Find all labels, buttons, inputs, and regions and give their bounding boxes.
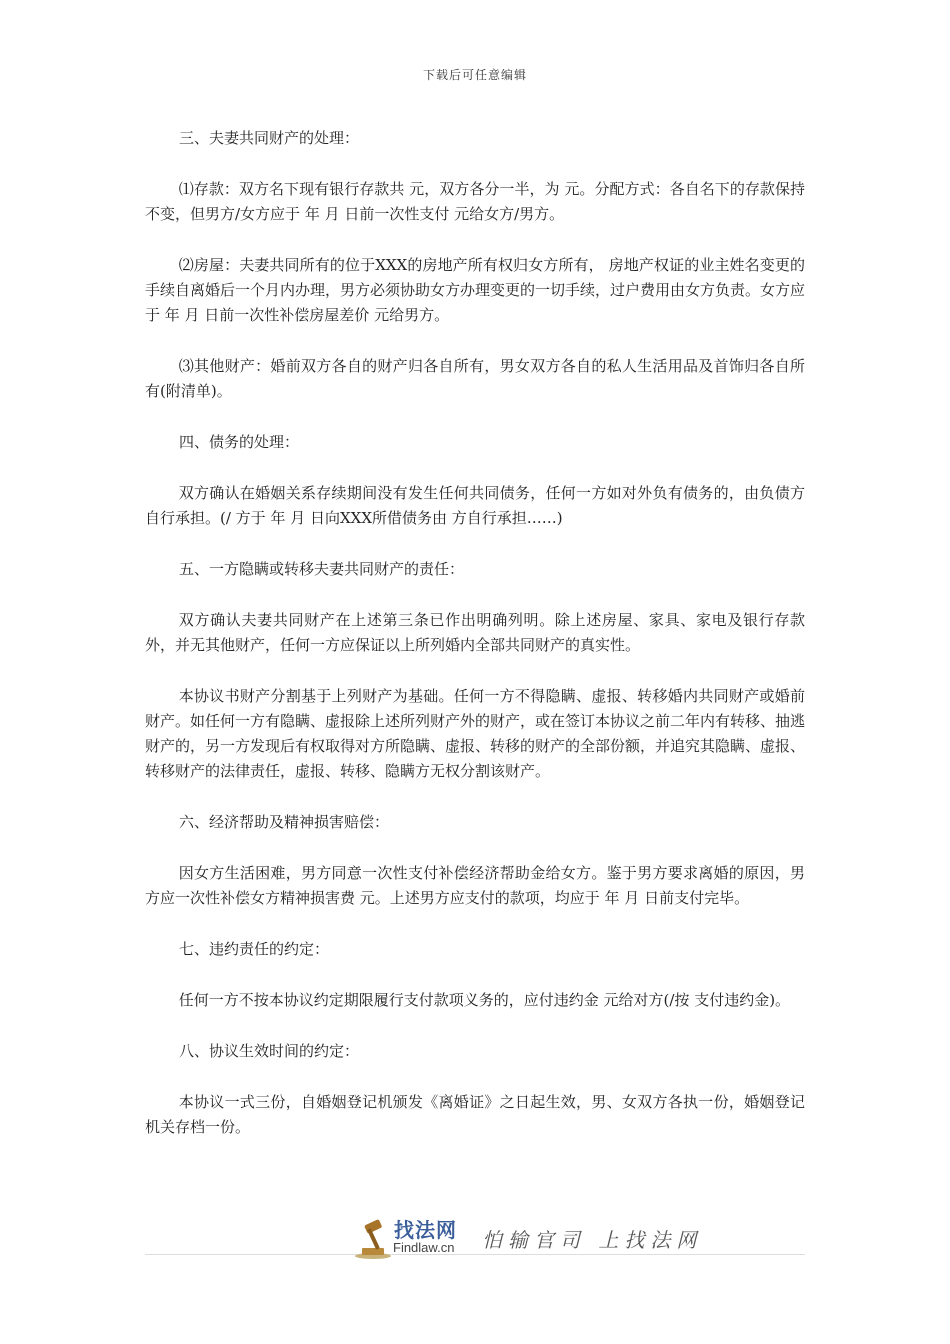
section-heading: 七、违约责任的约定： <box>179 940 330 958</box>
paragraph: 双方确认夫妻共同财产在上述第三条已作出明确列明。除上述房屋、家具、家电及银行存款外，并无其他财产，任何一方应保证以上所列婚内全部共同财产的真实性。 <box>145 611 805 654</box>
section-heading: 三、夫妻共同财产的处理： <box>179 129 360 147</box>
section-heading: 五、一方隐瞒或转移夫妻共同财产的责任： <box>179 560 465 578</box>
paragraph: 本协议书财产分割基于上列财产为基础。任何一方不得隐瞒、虚报、转移婚内共同财产或婚前财产。如任何一方有隐瞒、虚报除上述所列财产外的财产，或在签订本协议之前二年内有转移、抽逃财产的，另一方发现后有权取得对方所隐瞒、虚报、转移的财产的全部份额，并追究其隐瞒、虚报、转移财产的法律责任，虚报、转移、隐瞒方无权分割该财产。 <box>145 687 806 780</box>
section-heading: 四、债务的处理： <box>179 433 300 451</box>
section-heading: 六、经济帮助及精神损害赔偿： <box>179 813 390 831</box>
paragraph: ⑶其他财产：婚前双方各自的财产归各自所有，男女双方各自的私人生活用品及首饰归各自所有(附清单)。 <box>145 357 805 400</box>
document-body <box>145 126 805 1166</box>
paragraph: 本协议一式三份，自婚姻登记机颁发《离婚证》之日起生效，男、女双方各执一份，婚姻登记机关存档一份。 <box>145 1093 805 1136</box>
paragraph: ⑵房屋：夫妻共同所有的位于XXX的房地产所有权归女方所有， 房地产权证的业主姓名变更的手续自离婚后一个月内办理，男方必须协助女方办理变更的一切手续，过户费用由女方负责。女方应于 年 月 日前一次性补偿房屋差价 元给男方。 <box>145 256 806 324</box>
footer-divider <box>145 1254 805 1255</box>
page-header: 下载后可任意编辑 <box>422 68 527 82</box>
section-heading: 八、协议生效时间的约定： <box>179 1042 360 1060</box>
brand-logo-domain: Findlaw.cn <box>393 1240 455 1255</box>
paragraph: 任何一方不按本协议约定期限履行支付款项义务的，应付违约金 元给对方(/按 支付违约金)。 <box>178 991 791 1009</box>
brand-slogan: 怕输官司 上找法网 <box>482 1228 703 1252</box>
paragraph: 因女方生活困难，男方同意一次性支付补偿经济帮助金给女方。鉴于男方要求离婚的原因，男方应一次性补偿女方精神损害费 元。上述男方应支付的款项，均应于 年 月 日前支付完毕。 <box>145 864 805 907</box>
section-breach <box>145 937 805 1013</box>
section-property <box>145 126 805 404</box>
paragraph: ⑴存款：双方名下现有银行存款共 元，双方各分一半，为 元。分配方式：各自名下的存款保持不变，但男方/女方应于 年 月 日前一次性支付 元给女方/男方。 <box>145 180 805 223</box>
footer-banner <box>0 1212 950 1272</box>
section-concealment <box>145 557 805 784</box>
section-effective-date <box>145 1039 805 1140</box>
gavel-icon <box>352 1216 394 1260</box>
section-compensation <box>145 810 805 911</box>
brand-logo-text: 找法网 <box>394 1218 457 1242</box>
paragraph: 双方确认在婚姻关系存续期间没有发生任何共同债务，任何一方如对外负有债务的，由负债方自行承担。(/ 方于 年 月 日向XXX所借债务由 方自行承担……) <box>145 484 805 527</box>
section-debt <box>145 430 805 531</box>
